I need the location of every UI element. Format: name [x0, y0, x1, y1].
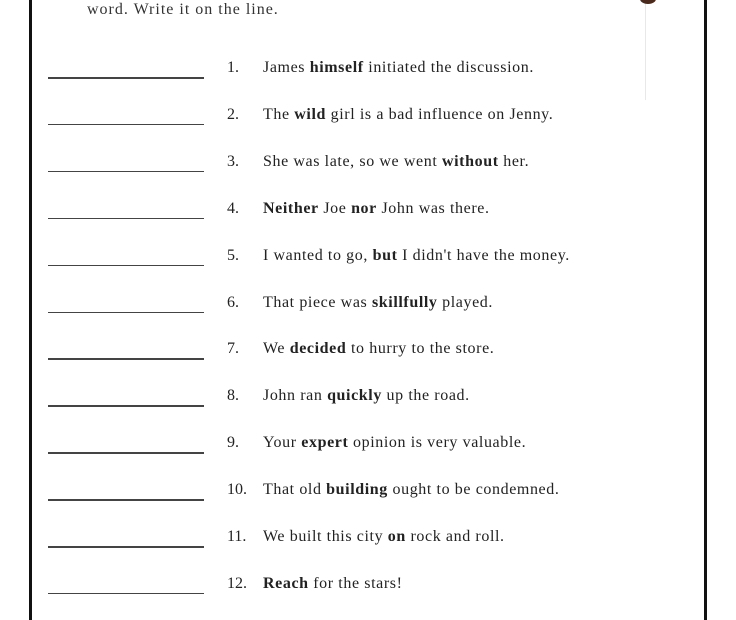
sentence — [263, 106, 553, 124]
exercise-item — [0, 477, 736, 507]
bold-word: without — [441, 152, 499, 170]
sentence-text: The — [263, 105, 295, 123]
exercise-item — [0, 55, 736, 85]
exercise-item — [0, 102, 736, 132]
sentence-text: girl is a bad influence on Jenny. — [326, 105, 554, 123]
sentence — [263, 294, 493, 312]
answer-line[interactable] — [48, 124, 204, 126]
answer-line[interactable] — [48, 546, 204, 548]
sentence — [263, 387, 470, 405]
exercise-item — [0, 336, 736, 366]
answer-line[interactable] — [48, 593, 204, 595]
sentence-text: James — [263, 59, 310, 76]
bold-word: himself — [309, 59, 364, 76]
item-number: 9. — [227, 434, 239, 452]
item-number: 12. — [227, 574, 247, 592]
answer-line[interactable] — [48, 452, 204, 454]
bold-word: building — [326, 481, 388, 499]
sentence-text: to hurry to the store. — [346, 340, 495, 358]
answer-line[interactable] — [48, 265, 204, 267]
item-number: 2. — [227, 105, 239, 123]
sentence-text: John was there. — [376, 199, 490, 217]
item-number: 11. — [227, 528, 247, 545]
bold-word: quickly — [327, 387, 382, 405]
answer-line[interactable] — [48, 218, 204, 220]
divider — [645, 0, 646, 100]
item-number: 3. — [227, 152, 239, 170]
exercise-item — [0, 571, 736, 601]
sentence — [263, 59, 534, 77]
item-number: 6. — [227, 293, 239, 311]
sentence-text: She was late, so we went — [263, 152, 442, 170]
sentence-text: John ran — [263, 387, 328, 405]
answer-line[interactable] — [48, 405, 204, 407]
sentence-text: opinion is very valuable. — [348, 434, 527, 452]
sentence-text: I didn't have the money. — [397, 246, 570, 264]
decorative-image — [640, 0, 656, 4]
answer-line[interactable] — [48, 77, 204, 79]
answer-line[interactable] — [48, 499, 204, 501]
answer-line[interactable] — [48, 358, 204, 360]
sentence — [263, 481, 559, 499]
bold-word: wild — [294, 105, 327, 123]
item-number: 7. — [227, 340, 239, 358]
sentence-text: We — [263, 340, 290, 358]
sentence-text: That piece was — [263, 293, 372, 311]
bold-word: but — [372, 246, 398, 264]
sentence-text: I wanted to go, — [263, 246, 373, 264]
sentence — [263, 200, 490, 218]
sentence — [263, 434, 526, 452]
sentence-text: Your — [263, 434, 302, 452]
exercise-item — [0, 149, 736, 179]
sentence-text: initiated the discussion. — [363, 59, 534, 76]
item-number: 1. — [227, 59, 239, 76]
exercise-item — [0, 524, 736, 554]
item-number: 4. — [227, 199, 239, 217]
sentence-text: ought to be condemned. — [387, 481, 560, 499]
bold-word: Reach — [263, 574, 309, 592]
exercise-item — [0, 196, 736, 226]
bold-word: decided — [289, 340, 347, 358]
sentence — [263, 340, 494, 358]
sentence-text: for the stars! — [308, 574, 403, 592]
exercise-item — [0, 243, 736, 273]
bold-word: skillfully — [371, 293, 438, 311]
answer-line[interactable] — [48, 171, 204, 173]
sentence-text: her. — [498, 152, 530, 170]
item-number: 5. — [227, 246, 239, 264]
sentence-text: up the road. — [381, 387, 470, 405]
sentence-text: played. — [437, 293, 493, 311]
bold-word: Neither — [263, 199, 319, 217]
sentence — [263, 153, 529, 171]
sentence — [263, 575, 403, 593]
exercise-item — [0, 383, 736, 413]
item-number: 8. — [227, 387, 239, 405]
sentence — [263, 528, 505, 546]
exercise-item — [0, 430, 736, 460]
sentence — [263, 247, 570, 265]
sentence-text: Joe — [318, 199, 352, 217]
exercise-item — [0, 290, 736, 320]
sentence-text: We built this city — [263, 528, 388, 545]
bold-word: on — [387, 528, 406, 545]
bold-word: nor — [351, 199, 377, 217]
bold-word: expert — [301, 434, 349, 452]
item-number: 10. — [227, 481, 247, 499]
answer-line[interactable] — [48, 312, 204, 314]
sentence-text: rock and roll. — [405, 528, 505, 545]
instructions-text: word. Write it on the line. — [87, 1, 279, 18]
sentence-text: That old — [263, 481, 327, 499]
